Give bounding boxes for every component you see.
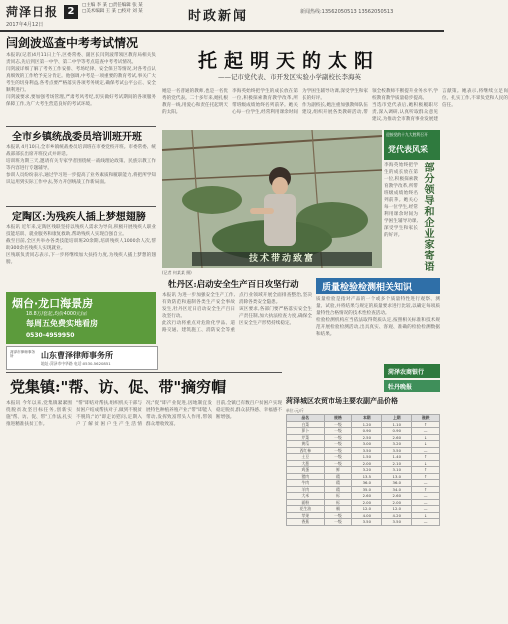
lead-body [162,88,508,128]
news-hotline: 新闻热线:13562050513 13562050513 [300,9,394,15]
table-cell: — [412,428,440,435]
table-cell: 35.0 [352,486,382,493]
paper-logo: 菏泽日报 [6,5,59,19]
ad-title: 牡丹晚报 [388,384,413,391]
paragraph: 此次行动将重点对危险化学品、道路交通、建筑施工、消防安全等重点行业领域开展全面排查整治,坚决消除各类安全隐患。 [162,293,312,333]
paragraph: "帮"即结对帮扶,组织机关干部与贫困户结成帮扶对子,做到不脱贫不脱钩;"访"即走访慰问,定期入户了解贫困户生产生活情况;"促"即产业促进,因地制宜发展特色种植养殖产业;"带"即能人带动,发挥致富带头人作用,带领群众增收致富。 [76,401,212,427]
article-title-exam-inspection: 闫剑波巡查中考考试情况 [6,36,139,50]
photo-caption: 技术带动致富 [192,252,372,266]
lead-subtitle: ——记市党代表、市开发区实验小学副校长李海英 [218,73,361,81]
price-table-title: 菏泽城区农贸市场主要农副产品价格 [286,396,398,405]
table-cell: 苹果 [287,512,325,519]
table-cell: 3.20 [352,467,382,474]
ad-line: 地址:菏泽市中华路 电话:0530-5620851 [41,361,111,366]
ad-yantai-seaview[interactable] [6,292,156,344]
issue-date: 2017年4月12日 [6,22,44,28]
lead-photo [162,130,382,268]
table-cell: 一级 [324,454,352,461]
article-title-dangji: 党集镇:"帮、访、促、带"摘穷帽 [10,378,227,396]
table-cell: 鲜 [324,467,352,474]
ad-law-firm[interactable] [6,346,158,370]
table-cell: 精 [324,480,352,487]
price-table-body [287,421,440,525]
table-cell: 12.0 [352,506,382,513]
table-cell: ↓ [412,434,440,441]
table-cell: 白菜 [287,421,325,428]
paragraph: 本报讯 今年以来,党集镇紧紧围绕脱贫攻坚目标任务,创新实施"帮、访、促、带"工作法,扎实推进精准扶贫工作。 [6,401,72,427]
article-body-disabled [6,224,156,288]
table-cell: 标 [324,493,352,500]
table-cell: 鸡蛋 [287,467,325,474]
table-cell: 牛肉 [287,480,325,487]
table-cell: 一级 [324,512,352,519]
table-cell: 3.50 [382,447,412,454]
table-cell: 一级 [324,447,352,454]
page-number: 2 [64,5,78,19]
paragraph: 截至目前,全区共举办各类技能培训班20余期,培训残疾人1000余人次,帮助300余名残疾人实现就业。 [6,239,156,251]
table-cell: 一级 [324,428,352,435]
table-cell: 土豆 [287,454,325,461]
table-cell: 1.20 [352,421,382,428]
table-cell: — [412,519,440,526]
table-cell: 4.20 [382,512,412,519]
table-cell: 2.60 [382,493,412,500]
article-body-dangji [6,400,282,618]
table-cell: ↓ [412,512,440,519]
photo-illustration [162,130,382,268]
price-table-unit: 单位:元/斤 [286,408,304,413]
divider [6,206,156,207]
paragraph: 目前,全镇已有数百户贫困户实现稳定脱贫,群众获得感、幸福感不断增强。 [216,401,282,420]
table-cell: ↑ [412,473,440,480]
table-header-cell: 上期 [382,415,412,422]
table-cell: — [412,447,440,454]
table-header-cell: 本期 [352,415,382,422]
paragraph: 本报讯 为进一步加强安全生产工作,有效防范和遏制各类生产安全事故发生,牡丹区近日启动安全生产百日攻坚行动。 [162,293,235,319]
table-header-cell: 规格 [324,415,352,422]
table-cell: ↓ [412,441,440,448]
price-table [286,414,440,618]
table-cell: 2.60 [382,434,412,441]
paragraph: 作为副校长,她注重加强教师队伍建设,组织开展各类教研活动,带领全校教师不断提升业务水平,学校教育教学质量稳步提高。 [302,89,438,115]
table-cell: 面粉 [287,499,325,506]
section-title: 时政新闻 [188,9,249,24]
side-box-label: 迎接党的十九大胜利召开 [386,132,428,137]
table-cell: 大葱 [287,460,325,467]
table-cell: 精 [324,486,352,493]
table-cell: ↑ [412,454,440,461]
paragraph: 闫剑波要求,要加强考场管理,严肃考风考纪,切实做好考试期间的各项服务保障工作,为广大考生营造良好的考试环境。 [6,95,156,107]
paragraph: 李海英始终把学生的成长放在第一位,积极探索教育教学改革,所带班级成绩始终名列前茅。她关心每一位学生,经常利用课余时间为学困生辅导功课,深受学生和家长的好评。 [384,163,418,238]
table-cell: ↑ [412,486,440,493]
ad-title: 山东曹泽律师事务所 [41,350,113,360]
table-cell: 桶 [324,506,352,513]
table-cell: 黄瓜 [287,441,325,448]
table-cell: 3.20 [382,441,412,448]
table-cell: 猪肉 [287,473,325,480]
paragraph: 培训班为期三天,邀请有关专家学者围绕统一战线理论政策、民族宗教工作等内容进行专题辅导。 [6,159,156,171]
table-cell: 一级 [324,441,352,448]
table-cell: 大米 [287,493,325,500]
ad-title: 烟台·龙口海景房 [12,297,94,310]
table-cell: ↑ [412,421,440,428]
table-cell: 3.50 [382,519,412,526]
table-cell: 3.00 [352,441,382,448]
table-cell: 标 [324,499,352,506]
photo-credit: (记者 何某某 摄) [162,270,192,275]
article-title-safety: 牡丹区:启动安全生产百日攻坚行动 [168,280,299,290]
table-cell: 一级 [324,519,352,526]
paragraph: 本报讯 近年来,定陶区残联坚持以残疾人需求为导向,积极开展残疾人职业技能培训、就业服务和康复救助,帮助残疾人实现自强自立。 [6,225,156,237]
paragraph: 参训人员纷纷表示,通过学习进一步提高了业务素质和履职能力,将把所学知识运用到实际工作中去,努力开创统战工作新局面。 [6,173,156,185]
table-cell: 西红柿 [287,447,325,454]
table-cell: 3.50 [352,519,382,526]
table-cell: 4.00 [352,512,382,519]
article-title-united-front: 全市乡镇统战委员培训班开班 [12,132,142,143]
lead-headline: 托起明天的太阳 [198,50,381,72]
table-cell: 芹菜 [287,434,325,441]
table-cell: 0.90 [382,428,412,435]
editors-credit: □主编 李 某 □责任编辑 张 某 □美术编辑 王 某 □校对 刘 某 [82,3,143,14]
ad-title: 菏泽农商银行 [388,369,425,376]
table-cell: 一级 [324,460,352,467]
table-cell: ↓ [412,460,440,467]
table-header-cell: 涨跌 [412,415,440,422]
table-header-cell: 品名 [287,415,325,422]
ad-label: 菏泽市律师事务所 [10,350,36,359]
table-cell: 精 [324,473,352,480]
price-table-grid [286,414,440,526]
quality-header [316,278,440,294]
side-box-title: 党代表风采 [388,145,428,154]
vertical-slogan: 部分领导和企业家寄语 [422,162,433,272]
paragraph: 当选市党代表后,她积极履职尽责,深入调研,认真听取群众意见建议,为推动全市教育事业发展建言献策。她表示,将继续立足岗位、扎实工作,不辜负党和人民的信任。 [372,89,508,122]
table-cell: 2.60 [352,493,382,500]
table-cell: 2.10 [382,460,412,467]
table-cell: 羊肉 [287,486,325,493]
ad-paper[interactable] [384,380,440,392]
table-cell: ↑ [412,467,440,474]
table-row [287,519,440,526]
table-cell: — [412,499,440,506]
article-body-safety [162,292,312,382]
ad-bank[interactable] [384,364,440,378]
table-cell: 1.10 [382,421,412,428]
article-body-exam-inspection [6,52,156,124]
right-column-text [384,162,418,268]
table-cell: 2.00 [382,499,412,506]
table-cell: 一级 [324,434,352,441]
ad-line: 每周五免费实地看房 [26,319,98,328]
table-cell: 1.50 [352,454,382,461]
table-cell: 萝卜 [287,428,325,435]
quality-body [316,296,440,362]
table-cell: 3.10 [382,467,412,474]
paragraph: 该区要求,各部门要严格落实安全生产责任制,加大执法检查力度,确保全区安全生产形势持续稳定。 [239,307,312,326]
table-cell: 3.50 [352,447,382,454]
table-cell: 36.0 [352,480,382,487]
paragraph: 本报讯 4月10日,全市乡镇统战委员培训班在市委党校开班。市委常委、统战部部长出席开班仪式并讲话。 [6,145,156,157]
table-cell: 0.90 [352,428,382,435]
article-body-united-front [6,144,156,204]
ad-line: 18.8万/套起,均价4000元/㎡ [26,312,88,317]
table-cell: — [412,480,440,487]
table-cell: 2.00 [352,460,382,467]
table-cell: 36.0 [382,480,412,487]
side-box-delegate [384,130,440,160]
table-cell: 13.0 [382,473,412,480]
paragraph: 她是一名普通的教师,也是一名优秀的党代表。二十多年来,她扎根教育一线,用爱心和责任托起明天的太阳。 [162,89,228,115]
table-cell: 2.00 [352,499,382,506]
table-cell: 12.0 [382,506,412,513]
table-cell: 13.5 [352,473,382,480]
table-cell: 一级 [324,421,352,428]
paragraph: 区残联负责同志表示,下一步将继续加大扶持力度,为残疾人插上梦想的翅膀。 [6,253,156,265]
table-cell: 香蕉 [287,519,325,526]
table-cell: 1.40 [382,454,412,461]
table-cell: — [412,493,440,500]
ad-phone: 0530-4959950 [26,332,75,339]
paragraph: 李海英始终把学生的成长放在第一位,积极探索教育教学改革,所带班级成绩始终名列前茅。她关心每一位学生,经常利用课余时间为学困生辅导功课,深受学生和家长的好评。 [232,89,368,115]
table-cell: 2.50 [352,434,382,441]
paragraph: 本报讯(记者)4月11日上午,区委常委、副区长闫剑波带领区教育局相关负责同志,先后到区第一中学、第二中学等考点巡查中考考试情况。 [6,53,156,65]
table-cell: — [412,506,440,513]
paragraph: 质量检验是指对产品的一个或多个质量特性进行观察、测量、试验,并将结果与规定的质量要求进行比较,以确定每项质量特性合格情况的技术性检查活动。 [316,297,440,316]
table-cell: 34.0 [382,486,412,493]
divider [6,372,282,373]
paragraph: 闫剑波详细了解了考务工作安排、考场纪律、安全保卫等情况,对各考点认真细致的工作给予充分肯定。他强调,中考是一项重要的教育考试,事关广大考生的切身利益,各考点要严格落实各项考务规定,确保考试公平公正、安全顺利进行。 [6,67,156,93]
article-title-disabled: 定陶区:为残疾人插上梦想翅膀 [12,212,146,223]
divider [6,126,156,127]
quality-title: 质量检验检测相关知识 [322,283,413,293]
table-cell: 花生油 [287,506,325,513]
paragraph: 检验检测机构应当依法取得资质认定,按照相关标准和技术规范开展检验检测活动,出具真实、客观、准确的检验检测数据和结果。 [316,318,440,337]
